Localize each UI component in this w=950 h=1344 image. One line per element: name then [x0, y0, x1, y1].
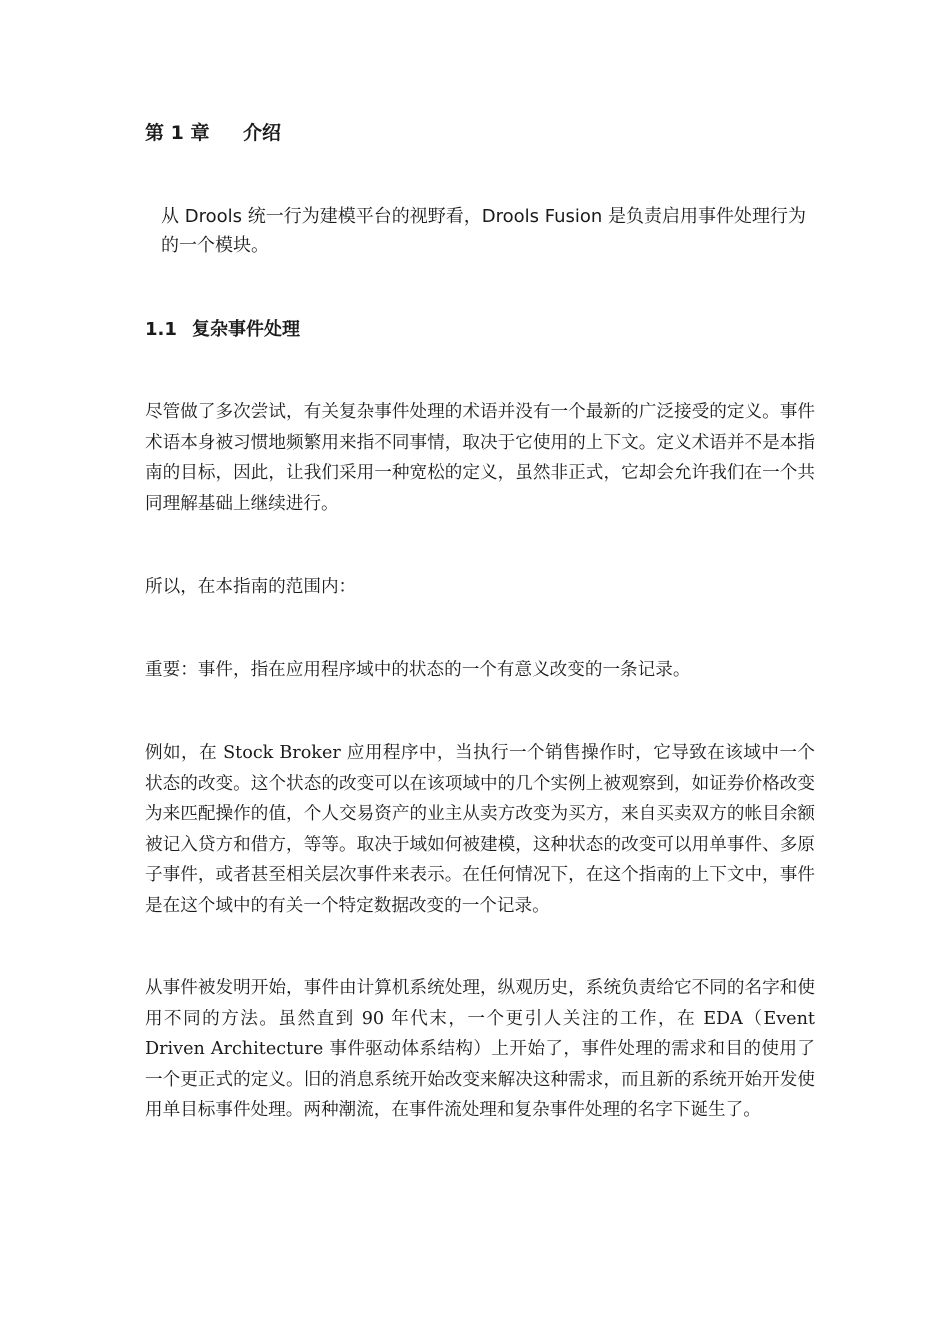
- section-number: 1.1: [145, 319, 177, 340]
- section-title: 复杂事件处理: [192, 319, 300, 340]
- paragraph-example: 例如，在 Stock Broker 应用程序中，当执行一个销售操作时，它导致在该域中一个状态的改变。这个状态的改变可以在该项域中的几个实例上被观察到，如证券价格改变为来匹配操作的值，个人交易资产的业主从卖方改变为买方，来自买卖双方的帐目余额被记入贷方和借方，等等。取决于域如何被建模，这种状态的改变可以用单事件、多原子事件，或者甚至相关层次事件来表示。在任何情况下，在这个指南的上下文中，事件是在这个域中的有关一个特定数据改变的一个记录。: [145, 743, 815, 916]
- section-heading: [145, 317, 300, 343]
- paragraph-history: 从事件被发明开始，事件由计算机系统处理，纵观历史，系统负责给它不同的名字和使用不同的方法。虽然直到 90 年代末，一个更引人关注的工作，在 EDA（Event Driven Architecture 事件驱动体系结构）上开始了，事件处理的需求和目的使用了一个更正式的定义。旧的消息系统开始改变来解决这种需求，而且新的系统开始开发使用单目标事件处理。两种潮流，在事件流处理和复杂事件处理的名字下诞生了。: [145, 978, 815, 1120]
- intro-paragraph: 从 Drools 统一行为建模平台的视野看，Drools Fusion 是负责启用事件处理行为的一个模块。: [161, 206, 807, 256]
- paragraph-definition-intro: 尽管做了多次尝试，有关复杂事件处理的术语并没有一个最新的广泛接受的定义。事件术语本身被习惯地频繁用来指不同事情，取决于它使用的上下文。定义术语并不是本指南的目标，因此，让我们采用一种宽松的定义，虽然非正式，它却会允许我们在一个共同理解基础上继续进行。: [145, 402, 815, 514]
- chapter-number: 第 1 章: [145, 122, 210, 144]
- chapter-heading: [145, 120, 281, 146]
- chapter-title: 介绍: [243, 122, 282, 144]
- paragraph-scope: 所以，在本指南的范围内：: [145, 577, 357, 597]
- paragraph-important-note: 重要：事件，指在应用程序域中的状态的一个有意义改变的一条记录。: [145, 660, 691, 680]
